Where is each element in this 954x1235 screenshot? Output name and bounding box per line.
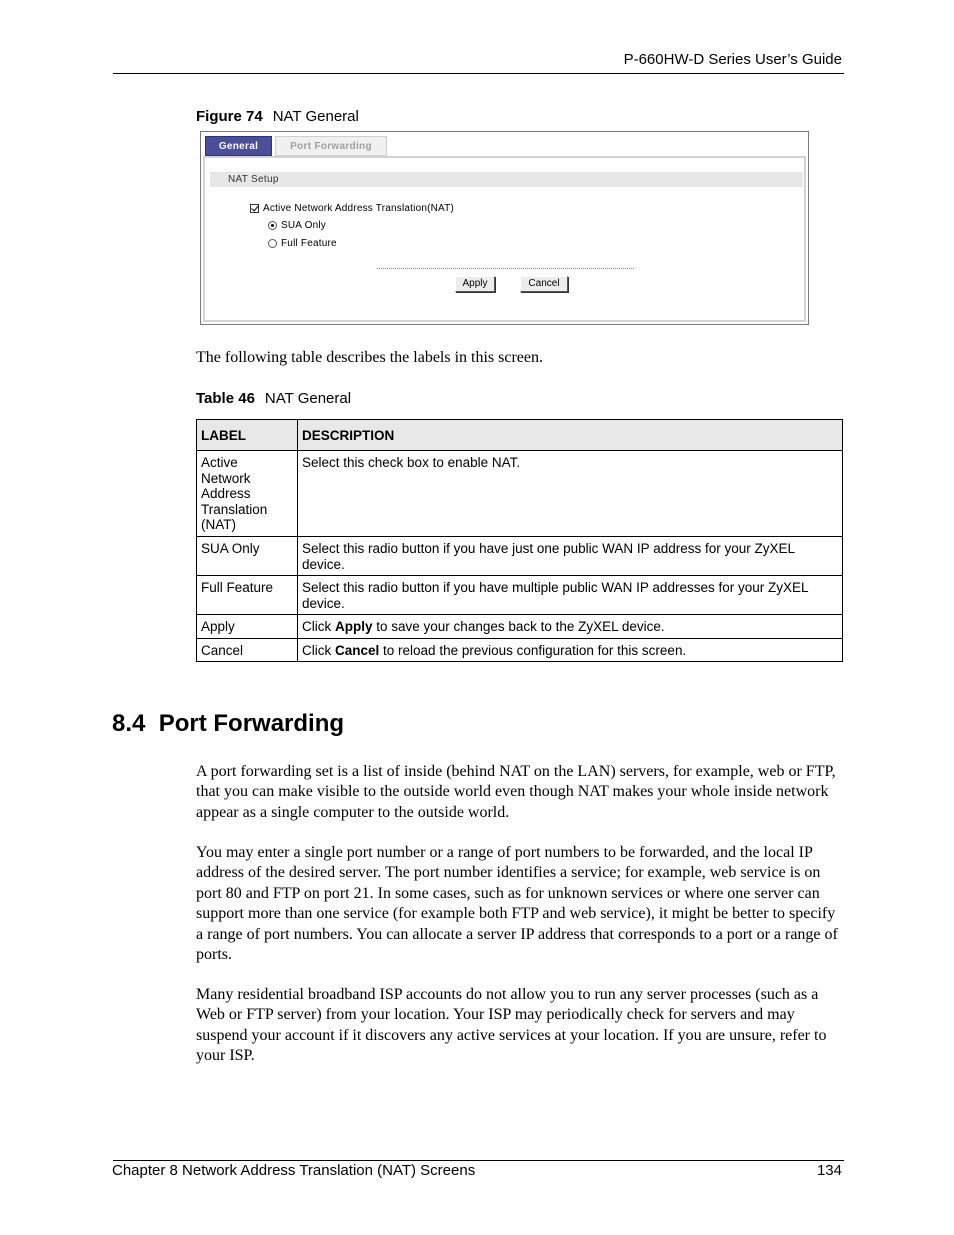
row-label: SUA Only	[197, 537, 298, 576]
table-row	[197, 451, 843, 537]
header-title: P-660HW-D Series User’s Guide	[623, 51, 842, 68]
table-caption	[196, 390, 351, 407]
page-number: 134	[816, 1162, 842, 1179]
figure-number: Figure 74	[196, 108, 263, 125]
full-feature-label: Full Feature	[281, 238, 337, 249]
row-description: Select this radio button if you have multiple public WAN IP addresses for your ZyXEL device.	[298, 576, 843, 615]
paragraph-1: A port forwarding set is a list of inside (behind NAT on the LAN) servers, for example, web or FTP, that you can make visible to the outside world even though NAT makes your whole inside network appear as a single computer to the outside world.	[196, 763, 836, 821]
nat-checkbox-row[interactable]	[250, 203, 454, 214]
table-number: Table 46	[196, 390, 255, 407]
row-description: Click Apply to save your changes back to the ZyXEL device.	[298, 615, 843, 639]
nat-setup-title: NAT Setup	[210, 172, 803, 187]
header-description: DESCRIPTION	[298, 420, 843, 451]
sua-only-radio-row[interactable]	[268, 220, 326, 231]
sua-only-label: SUA Only	[281, 220, 326, 231]
footer-chapter: Chapter 8 Network Address Translation (NAT) Screens	[112, 1162, 476, 1179]
header-rule	[113, 73, 844, 74]
cancel-button[interactable]: Cancel	[520, 276, 568, 292]
footer-rule	[113, 1160, 844, 1161]
row-description: Select this radio button if you have just one public WAN IP address for your ZyXEL device.	[298, 537, 843, 576]
nat-checkbox-label: Active Network Address Translation(NAT)	[263, 203, 455, 214]
paragraph-2: You may enter a single port number or a range of port numbers to be forwarded, and the local IP address of the desired server. The port number identifies a service; for example, web service is on port 80 and FTP on port 21. In some cases, such as for unknown services or where one server can support more than one service (for example both FTP and web service), it might be better to specify a range of port numbers. You can allocate a server IP address that corresponds to a port or a range of ports.	[196, 844, 838, 964]
paragraph-3: Many residential broadband ISP accounts do not allow you to run any server processes (such as a Web or FTP server) from your location. Your ISP may periodically check for servers and may suspend your account if it discovers any active services at your location. If you are unsure, refer to your ISP.	[196, 986, 827, 1065]
nat-general-table	[196, 419, 843, 662]
full-feature-radio-row[interactable]	[268, 238, 337, 249]
row-description: Select this check box to enable NAT.	[298, 451, 843, 537]
row-label: Apply	[197, 615, 298, 639]
tab-general[interactable]: General	[205, 136, 272, 156]
full-feature-radio[interactable]	[268, 239, 277, 248]
nat-checkbox[interactable]	[250, 204, 259, 213]
dotted-divider	[377, 268, 634, 269]
table-row	[197, 537, 843, 576]
tab-port-forwarding[interactable]: Port Forwarding	[275, 136, 387, 156]
nat-general-screenshot	[200, 131, 809, 325]
intro-text: The following table describes the labels in this screen.	[196, 349, 544, 366]
figure-title: NAT General	[272, 108, 359, 125]
row-label: Full Feature	[197, 576, 298, 615]
table-row	[197, 615, 843, 639]
apply-button[interactable]: Apply	[455, 276, 495, 292]
table-row	[197, 638, 843, 662]
header-label: LABEL	[197, 420, 298, 451]
row-label: Cancel	[197, 638, 298, 662]
figure-caption	[196, 108, 359, 125]
sua-only-radio[interactable]	[268, 221, 277, 230]
row-label: Active Network Address Translation (NAT)	[197, 451, 298, 537]
table-title: NAT General	[264, 390, 352, 407]
row-description: Click Cancel to reload the previous configuration for this screen.	[298, 638, 843, 662]
section-heading: 8.4 Port Forwarding	[112, 710, 345, 737]
table-header-row	[197, 420, 843, 451]
table-row	[197, 576, 843, 615]
nat-setup-panel	[203, 156, 806, 322]
